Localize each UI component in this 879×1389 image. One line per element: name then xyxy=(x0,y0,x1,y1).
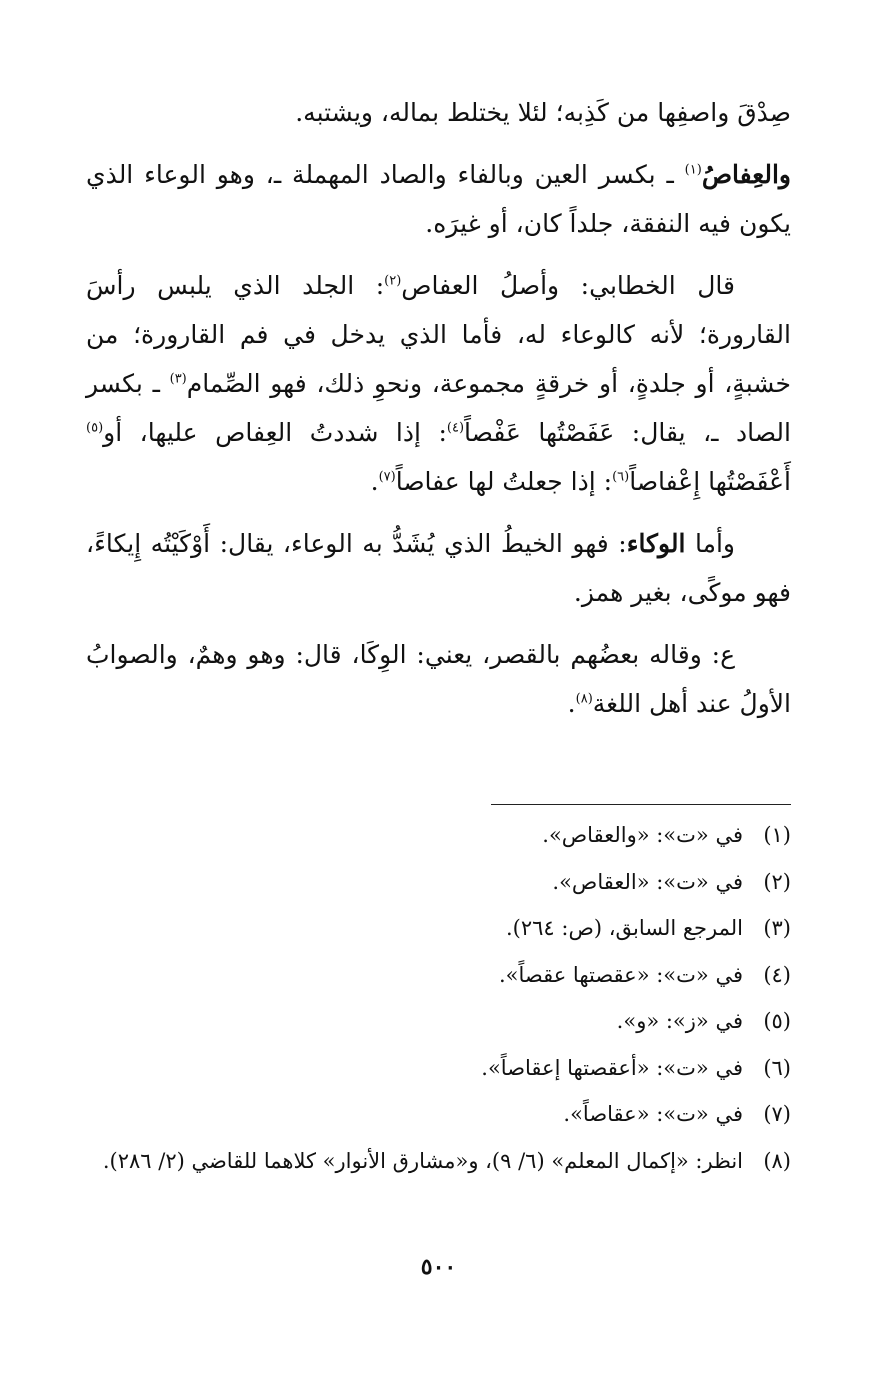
footnote-ref-1[interactable]: (١) xyxy=(684,162,702,178)
footnote-number: (٨) xyxy=(763,1148,791,1173)
footnote-text: في «ت»: «العقاص». xyxy=(552,869,743,894)
footnote-divider xyxy=(491,804,791,805)
page-number: ٥٠٠ xyxy=(420,1254,457,1280)
paragraph-3-text-1: قال الخطابي: وأصلُ العفاص xyxy=(401,271,735,300)
footnote xyxy=(86,911,791,945)
paragraph-2-text: ـ بكسر العين وبالفاء والصاد المهملة ـ، وهو الوعاء الذي يكون فيه النفقة، جلداً كان، أو غيرَه. xyxy=(86,160,791,238)
footnote-number: (٣) xyxy=(763,916,791,940)
footnote xyxy=(86,818,791,852)
footnote-number: (٤) xyxy=(763,962,791,987)
footnote-text: في «ز»: «و». xyxy=(616,1009,743,1033)
footnote-ref-6[interactable]: (٦) xyxy=(612,469,630,485)
paragraph-3-text-4: : إذا شددتُ العِفاص عليها، أو xyxy=(103,418,447,447)
paragraph-3-text-6: : إذا جعلتُ لها عفاصاً xyxy=(395,467,613,496)
paragraph-1 xyxy=(86,88,791,137)
footnote xyxy=(86,1097,791,1131)
footnote-ref-5[interactable]: (٥) xyxy=(86,420,104,436)
footnote-text: في «ت»: «عقاصاً». xyxy=(563,1102,743,1126)
paragraph-3-text-7: . xyxy=(370,467,379,496)
paragraph-5-text-1: ع: وقاله بعضُهم بالقصر، يعني: الوِكَا، قال: وهو وهمٌ، والصوابُ الأولُ عند أهل اللغة xyxy=(86,640,791,718)
footnote-text: في «ت»: «والعقاص». xyxy=(542,823,743,847)
main-text xyxy=(86,88,791,728)
footnote-number: (١) xyxy=(763,823,791,847)
paragraph-1-text: صِدْقَ واصفِها من كَذِبه؛ لئلا يختلط بماله، ويشتبه. xyxy=(295,98,791,127)
footnote-text: في «ت»: «عقصتها عقصاً». xyxy=(498,962,743,987)
term-ifas: والعِفاصُ xyxy=(701,160,791,189)
footnote-number: (٧) xyxy=(763,1102,791,1126)
footnote-ref-2[interactable]: (٢) xyxy=(384,273,402,289)
footnote-ref-4[interactable]: (٤) xyxy=(446,420,465,436)
footnote xyxy=(86,1004,791,1038)
paragraph-4-text-2: : فهو الخيطُ الذي يُشَدُّ به الوعاء، يقال: أَوْكَيْتُه إِيكاءً، فهو موكًى، بغير همز. xyxy=(86,529,791,607)
book-page xyxy=(86,88,791,1389)
paragraph-4 xyxy=(86,519,791,617)
paragraph-2 xyxy=(86,150,791,248)
paragraph-3 xyxy=(86,261,791,506)
footnote xyxy=(86,865,791,899)
footnote-text: انظر: «إكمال المعلم» (٦/ ٩)، و«مشارق الأنوار» كلاهما للقاضي (٢/ ٢٨٦). xyxy=(102,1148,743,1173)
paragraph-3-text-5: أَعْفَصْتُها إِعْفاصاً xyxy=(629,467,791,496)
paragraph-5 xyxy=(86,630,791,728)
footnotes xyxy=(86,818,791,1190)
footnote-text: في «ت»: «أعقصتها إعقاصاً». xyxy=(481,1055,743,1080)
footnote-ref-7[interactable]: (٧) xyxy=(378,469,396,485)
paragraph-5-text-2: . xyxy=(567,689,576,718)
footnote-number: (٥) xyxy=(763,1009,791,1033)
paragraph-3-text-2: : الجلد الذي يلبس رأسَ القارورة؛ لأنه كالوعاء له، فأما الذي يدخل في فم القارورة؛ من خشبةٍ، أو جلدةٍ، أو خرقةٍ مجموعة، ونحوِ ذلك، فهو الصِّمام xyxy=(86,271,791,398)
paragraph-3-text-3: ـ بكسر الصاد ـ، يقال: عَفَصْتُها عَفْصاً xyxy=(86,369,791,447)
term-wikaa: الوكاء xyxy=(626,529,686,558)
footnote-ref-8[interactable]: (٨) xyxy=(575,691,593,707)
footnote-number: (٦) xyxy=(763,1055,791,1080)
footnote-ref-3[interactable]: (٣) xyxy=(169,371,187,387)
footnote-text: المرجع السابق، (ص: ٢٦٤). xyxy=(505,916,743,940)
paragraph-4-text-1: وأما xyxy=(685,529,736,558)
footnote xyxy=(86,1144,791,1178)
footnote xyxy=(86,958,791,992)
footnote-number: (٢) xyxy=(763,869,791,894)
footnote xyxy=(86,1051,791,1085)
